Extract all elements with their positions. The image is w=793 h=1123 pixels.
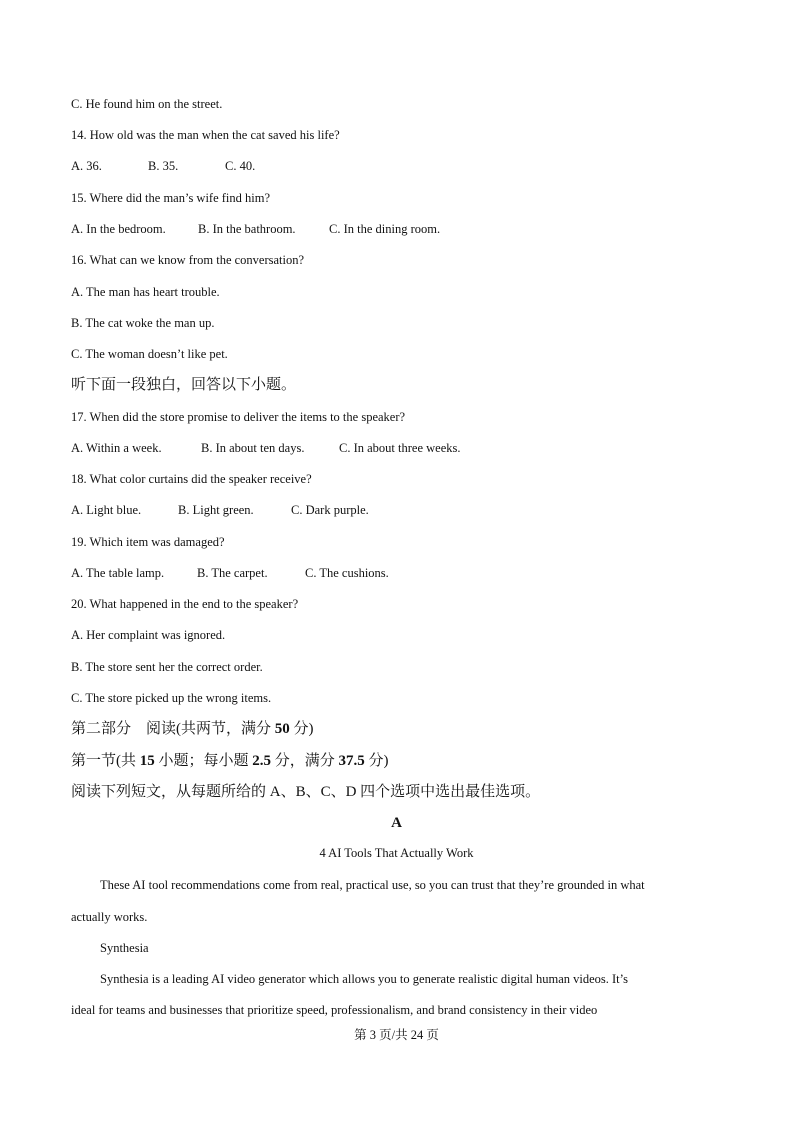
q18-options <box>71 502 369 518</box>
q14-option-a: A. 36. <box>71 159 102 173</box>
intro-line-2: actually works. <box>71 910 148 924</box>
q19-question: 19. Which item was damaged? <box>71 535 225 549</box>
q13-option-c: C. He found him on the street. <box>71 97 223 111</box>
q18-question: 18. What color curtains did the speaker receive? <box>71 472 312 486</box>
q14-option-c: C. 40. <box>225 159 256 173</box>
section1-a: 第一节(共 <box>71 753 140 769</box>
q20-question: 20. What happened in the end to the speaker? <box>71 597 299 611</box>
q14-options <box>71 158 255 174</box>
q17-option-c: C. In about three weeks. <box>339 441 461 455</box>
passage-title: 4 AI Tools That Actually Work <box>319 846 474 860</box>
section1-e: 分，满分 <box>271 753 339 769</box>
intro-line-1: These AI tool recommendations come from real, practical use, so you can trust that they’re grounded in what <box>100 878 645 892</box>
q16-question: 16. What can we know from the conversation? <box>71 253 305 267</box>
section1-d: 2.5 <box>252 753 272 769</box>
q19-option-c: C. The cushions. <box>305 566 389 580</box>
q14-question: 14. How old was the man when the cat saved his life? <box>71 128 340 142</box>
q14-option-b: B. 35. <box>148 159 179 173</box>
section1-b: 15 <box>139 753 155 769</box>
q18-option-c: C. Dark purple. <box>291 503 369 517</box>
section1-c: 小题；每小题 <box>154 753 253 769</box>
monologue-instruction: 听下面一段独白，回答以下小题。 <box>71 377 297 393</box>
q18-option-a: A. Light blue. <box>71 503 142 517</box>
q16-option-b: B. The cat woke the man up. <box>71 316 215 330</box>
q19-options <box>71 565 389 581</box>
q19-option-b: B. The carpet. <box>197 566 268 580</box>
q16-option-c: C. The woman doesn’t like pet. <box>71 347 228 361</box>
q15-options <box>71 221 440 237</box>
q15-option-a: A. In the bedroom. <box>71 222 166 236</box>
part2-heading-post: 分) <box>289 721 314 737</box>
q17-option-a: A. Within a week. <box>71 441 162 455</box>
q15-question: 15. Where did the man’s wife find him? <box>71 191 271 205</box>
passage-label: A <box>391 815 402 831</box>
q15-option-b: B. In the bathroom. <box>198 222 296 236</box>
part2-heading-pre: 第二部分 阅读(共两节，满分 <box>71 721 275 737</box>
q17-options <box>71 440 461 456</box>
section1-heading <box>71 752 389 770</box>
section1-f: 37.5 <box>338 753 365 769</box>
synthesia-line-2: ideal for teams and businesses that prioritize speed, professionalism, and brand consistency in their video <box>71 1003 598 1017</box>
subheading-synthesia: Synthesia <box>100 941 149 955</box>
q20-option-c: C. The store picked up the wrong items. <box>71 691 272 705</box>
part2-heading <box>71 720 314 738</box>
q20-option-a: A. Her complaint was ignored. <box>71 628 226 642</box>
q15-option-c: C. In the dining room. <box>329 222 441 236</box>
q20-option-b: B. The store sent her the correct order. <box>71 660 263 674</box>
part2-heading-num: 50 <box>274 721 290 737</box>
section1-g: 分) <box>364 753 389 769</box>
q19-option-a: A. The table lamp. <box>71 566 165 580</box>
q16-option-a: A. The man has heart trouble. <box>71 285 220 299</box>
reading-instruction: 阅读下列短文，从每题所给的 A、B、C、D 四个选项中选出最佳选项。 <box>71 784 541 800</box>
q18-option-b: B. Light green. <box>178 503 254 517</box>
page-footer: 第 3 页/共 24 页 <box>354 1028 439 1042</box>
synthesia-line-1: Synthesia is a leading AI video generator which allows you to generate realistic digital human videos. It’s <box>100 972 628 986</box>
q17-question: 17. When did the store promise to deliver the items to the speaker? <box>71 410 406 424</box>
q17-option-b: B. In about ten days. <box>201 441 305 455</box>
